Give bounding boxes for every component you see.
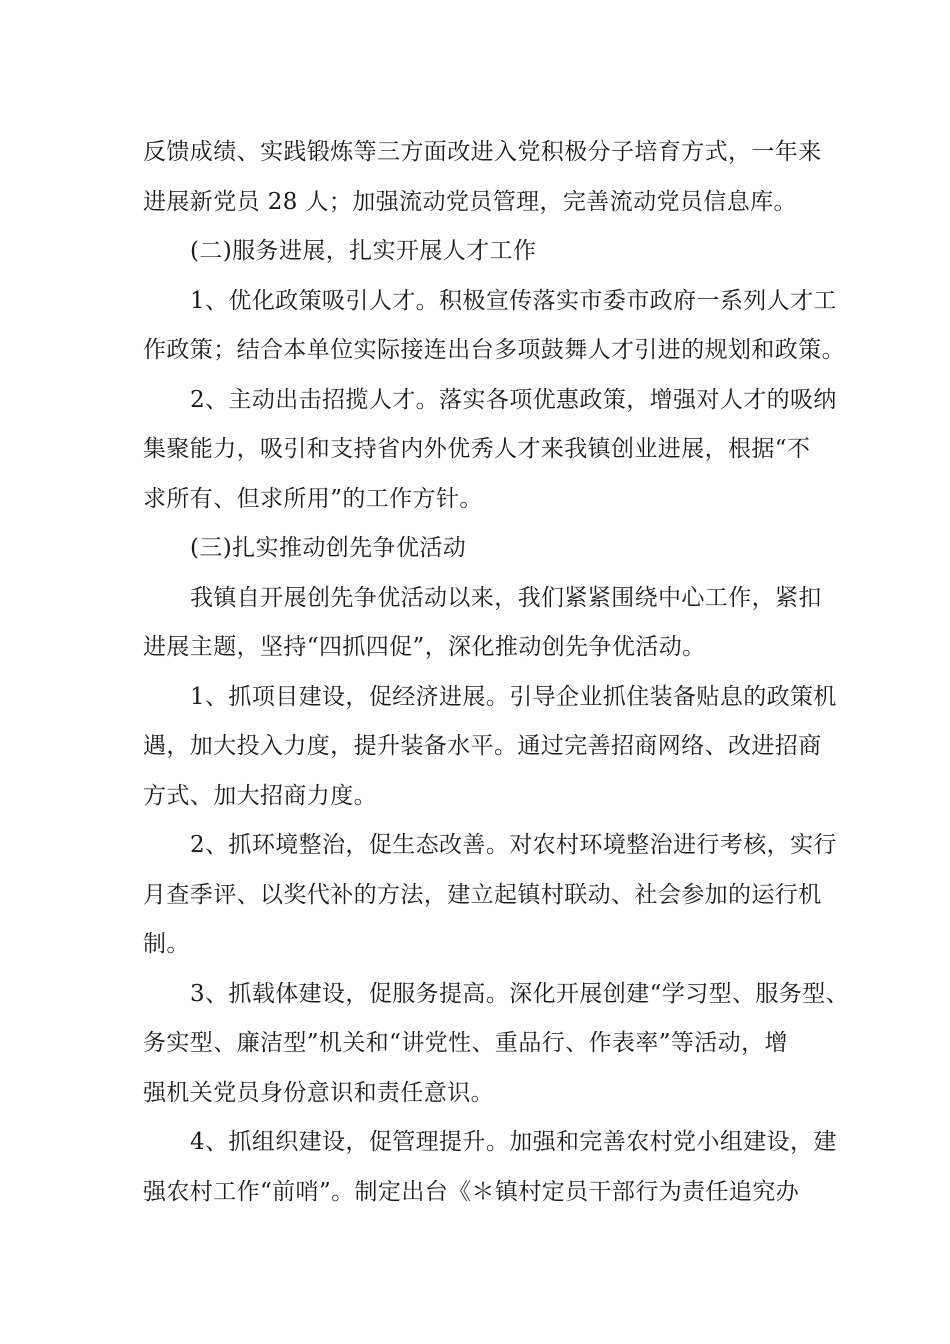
section-heading: (二)服务进展，扎实开展人才工作: [190, 238, 537, 264]
text-line: 月查季评、以奖代补的方法，建立起镇村联动、社会参加的运行机: [143, 881, 822, 908]
text-line: 1、抓项目建设，促经济进展。引导企业抓住装备贴息的政策机: [190, 683, 837, 710]
text-line: 方式、加大招商力度。: [143, 782, 377, 809]
text-line: 强农村工作“前哨”。制定出台《＊镇村定员干部行为责任追究办: [143, 1178, 800, 1205]
text-line: 集聚能力，吸引和支持省内外优秀人才来我镇创业进展，根据“不: [143, 436, 811, 462]
text-line: 4、抓组织建设，促管理提升。加强和完善农村党小组建设，建: [190, 1129, 837, 1155]
text-line: 强机关党员身份意识和责任意识。: [143, 1079, 494, 1106]
text-line: 求所有、但求所用”的工作方针。: [143, 485, 483, 512]
text-line: 进展新党员 28 人；加强流动党员管理，完善流动党员信息库。: [143, 188, 797, 215]
text-line: 3、抓载体建设，促服务提高。深化开展创建“学习型、服务型、: [190, 980, 849, 1007]
text-line: 我镇自开展创先争优活动以来，我们紧紧围绕中心工作，紧扣: [190, 584, 822, 611]
document-body: [143, 128, 849, 1217]
text-line: 1、优化政策吸引人才。积极宣传落实市委市政府一系列人才工: [190, 287, 837, 314]
text-line: 作政策；结合本单位实际接连出台多项鼓舞人才引进的规划和政策。: [143, 337, 845, 363]
text-line: 制。: [143, 931, 190, 957]
text-line: 2、抓环境整治，促生态改善。对农村环境整治进行考核，实行: [190, 832, 837, 858]
text-line: 遇，加大投入力度，提升装备水平。通过完善招商网络、改进招商: [143, 733, 822, 759]
section-heading: (三)扎实推动创先争优活动: [190, 535, 467, 561]
text-line: 进展主题，坚持“四抓四促”，深化推动创先争优活动。: [143, 634, 706, 660]
text-line: 务实型、廉洁型”机关和“讲党性、重品行、作表率”等活动，增: [143, 1030, 788, 1056]
text-line: 2、主动出击招揽人才。落实各项优惠政策，增强对人才的吸纳: [190, 386, 837, 413]
text-line: 反馈成绩、实践锻炼等三方面改进入党积极分子培育方式，一年来: [143, 139, 822, 165]
